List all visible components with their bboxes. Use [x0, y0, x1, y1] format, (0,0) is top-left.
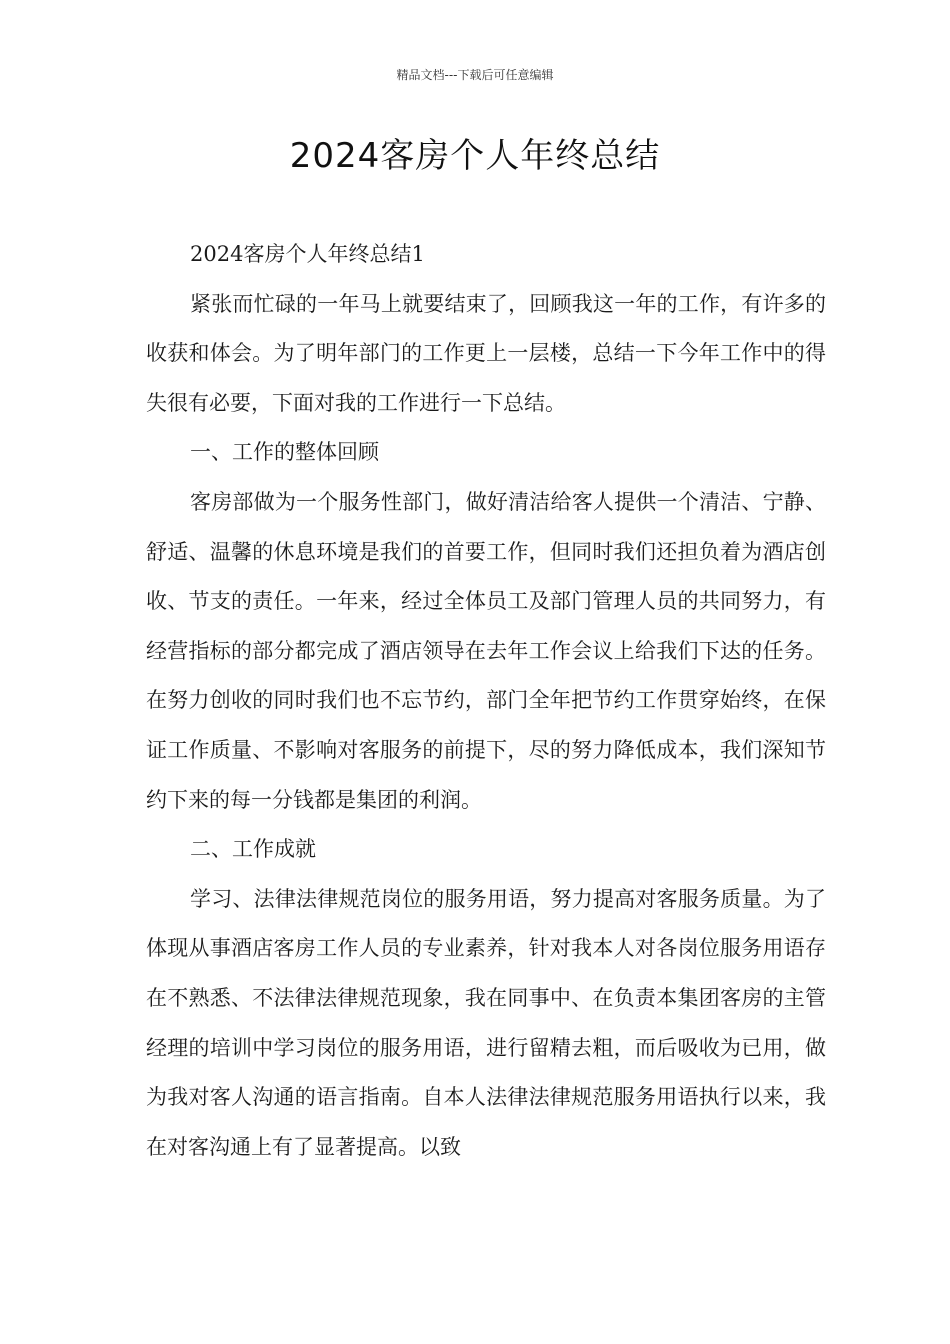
section-heading: 一、工作的整体回顾: [190, 440, 379, 465]
section-heading: 二、工作成就: [190, 837, 316, 862]
section-heading: 2024客房个人年终总结1: [190, 242, 425, 266]
paragraph: 学习、法律法律规范岗位的服务用语，努力提高对客服务质量。为了体现从事酒店客房工作人员的专业素养，针对我本人对各岗位服务用语存在不熟悉、不法律法律规范现象，我在同事中、在负责本集团客房的主管经理的培训中学习岗位的服务用语，进行留精去粗，而后吸收为已用，做为我对客人沟通的语言指南。自本人法律法律规范服务用语执行以来，我在对客沟通上有了显著提高。以致: [146, 886, 826, 1159]
paragraph: 紧张而忙碌的一年马上就要结束了，回顾我这一年的工作，有许多的收获和体会。为了明年部门的工作更上一层楼，总结一下今年工作中的得失很有必要，下面对我的工作进行一下总结。: [146, 291, 826, 415]
document-body: [146, 230, 826, 1172]
paragraph: 客房部做为一个服务性部门，做好清洁给客人提供一个清洁、宁静、舒适、温馨的休息环境是我们的首要工作，但同时我们还担负着为酒店创收、节支的责任。一年来，经过全体员工及部门管理人员的共同努力，有经营指标的部分都完成了酒店领导在去年工作会议上给我们下达的任务。在努力创收的同时我们也不忘节约，部门全年把节约工作贯穿始终，在保证工作质量、不影响对客服务的前提下，尽的努力降低成本，我们深知节约下来的每一分钱都是集团的利润。: [146, 489, 826, 812]
document-title: 2024客房个人年终总结: [289, 136, 661, 176]
header-note: 精品文档---下载后可任意编辑: [396, 68, 554, 82]
